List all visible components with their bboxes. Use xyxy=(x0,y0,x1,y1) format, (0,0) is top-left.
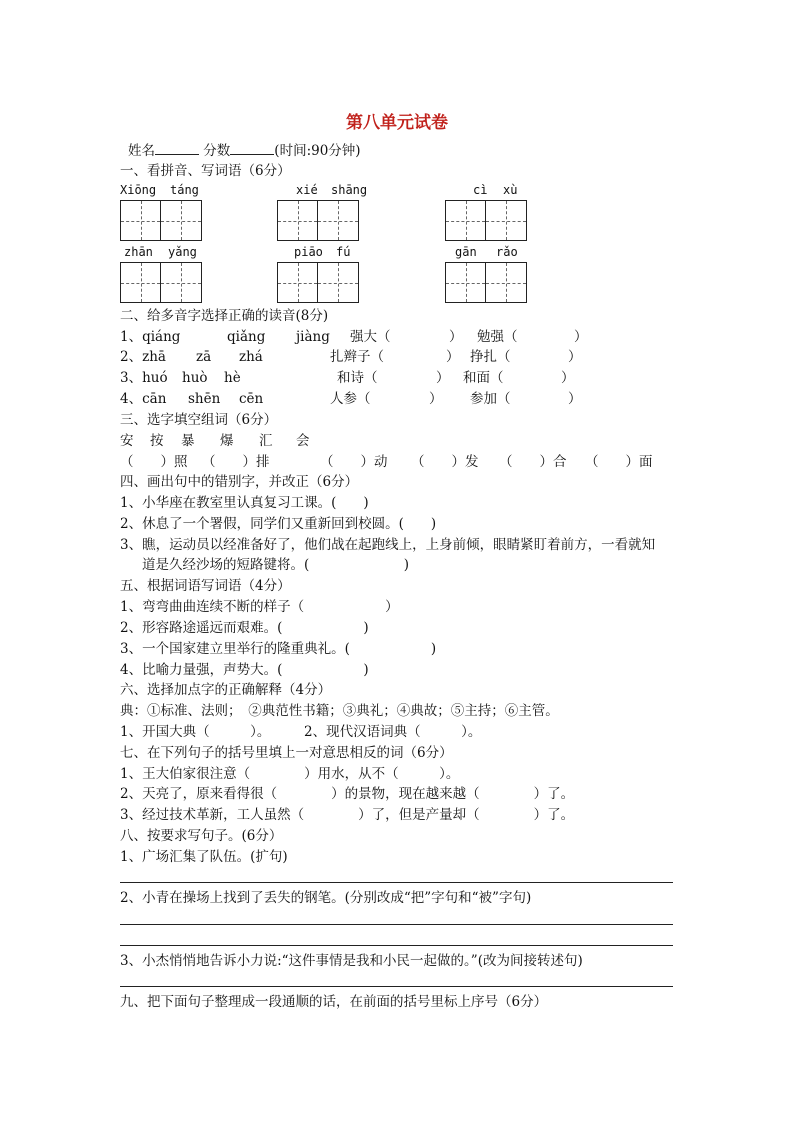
char-choice: 爆 xyxy=(220,433,234,449)
s2-line1-c2: ） xyxy=(449,329,463,345)
name-label: 姓名 xyxy=(128,143,155,159)
s2-line4-a: shēn xyxy=(188,391,221,407)
answer-line[interactable] xyxy=(120,986,673,987)
answer-line[interactable] xyxy=(120,945,673,946)
section4-heading: 四、画出句中的错别字，并改正（6分） xyxy=(120,474,359,490)
answer-line[interactable] xyxy=(120,882,673,883)
s2-line4-d: 参加（ xyxy=(470,391,511,407)
question: 1、王大伯家很注意（ ）用水，从不（ ）。 xyxy=(120,766,460,782)
section1-heading: 一、看拼音、写词语（6分） xyxy=(120,163,291,179)
section9-heading: 九、把下面句子整理成一段通顺的话，在前面的括号里标上序号（6分） xyxy=(120,994,548,1010)
question: 3、一个国家建立里举行的隆重典礼。( ) xyxy=(120,641,437,657)
s2-line4-b: cēn xyxy=(239,391,264,407)
s2-line2-d: 挣扎（ xyxy=(470,349,511,365)
section3-heading: 三、选字填空组词（6分） xyxy=(120,412,278,428)
s2-line4-num: 4、cān xyxy=(120,391,167,407)
writing-grid[interactable] xyxy=(120,262,202,303)
question: 1、开国大典（ ）。 xyxy=(120,724,271,740)
pinyin: shāng xyxy=(331,183,368,197)
char-choice: 暴 xyxy=(181,433,195,449)
pinyin: gān xyxy=(455,245,477,259)
pinyin: xù xyxy=(503,183,518,197)
s2-line2-b: zhá xyxy=(239,349,263,365)
s2-line1-c: 强大（ xyxy=(350,329,391,345)
name-field[interactable] xyxy=(155,142,199,155)
time-note: (时间:90分钟) xyxy=(274,143,361,159)
question: 4、比喻力量强，声势大。( ) xyxy=(120,662,369,678)
word-blank[interactable]: （ ）排 xyxy=(202,454,270,470)
question: 1、广场汇集了队伍。(扩句) xyxy=(120,849,288,865)
question: 2、现代汉语词典（ ）。 xyxy=(304,724,482,740)
writing-grid[interactable] xyxy=(120,200,202,241)
s2-line2-c: 扎辫子（ xyxy=(330,349,384,365)
section8-heading: 八、按要求写句子。(6分） xyxy=(120,828,283,844)
s2-line3-c: 和诗（ xyxy=(337,370,378,386)
s2-line3-num: 3、huó xyxy=(120,370,168,386)
s2-line2-d2: ） xyxy=(568,349,582,365)
s2-line4-d2: ） xyxy=(568,391,582,407)
s2-line3-a: huò xyxy=(182,370,208,386)
s2-line2-a: zā xyxy=(196,349,212,365)
pinyin: piāo xyxy=(294,245,323,259)
header-line xyxy=(128,142,361,160)
pinyin: rǎo xyxy=(496,245,518,259)
writing-grid[interactable] xyxy=(445,262,527,303)
writing-grid[interactable] xyxy=(277,262,359,303)
s2-line1-d2: ） xyxy=(574,329,588,345)
s2-line1-a: qiǎng xyxy=(227,329,266,345)
question: 2、天亮了，原来看得很（ ）的景物，现在越来越（ ）了。 xyxy=(120,786,575,802)
word-blank[interactable]: （ ）发 xyxy=(411,454,479,470)
score-label: 分数 xyxy=(203,143,231,159)
pinyin: fú xyxy=(336,245,351,259)
char-choice: 安 xyxy=(120,433,134,449)
s2-line4-c2: ） xyxy=(429,391,443,407)
question: 2、形容路途遥远而艰难。( ) xyxy=(120,620,369,636)
question: 2、小青在操场上找到了丢失的钢笔。(分别改成“把”字句和“被”字句) xyxy=(120,890,532,906)
writing-grid[interactable] xyxy=(277,200,359,241)
page-title: 第八单元试卷 xyxy=(346,113,448,133)
s2-line3-d2: ） xyxy=(561,370,575,386)
s2-line1-d: 勉强（ xyxy=(477,329,518,345)
pinyin: zhān xyxy=(124,245,153,259)
question: 1、弯弯曲曲连续不断的样子（ ） xyxy=(120,599,399,615)
question-continued: 道是久经沙场的短路键将。( ) xyxy=(142,557,410,573)
score-field[interactable] xyxy=(230,142,274,155)
pinyin: cì xyxy=(473,183,488,197)
question: 3、经过技术革新，工人虽然（ ）了，但是产量却（ ）了。 xyxy=(120,807,575,823)
s2-line3-c2: ） xyxy=(436,370,450,386)
s2-line1-b: jiàng xyxy=(296,329,330,345)
section6-heading: 六、选择加点字的正确解释（4分） xyxy=(120,682,332,698)
question: 3、小杰悄悄地告诉小力说:“这件事情是我和小民一起做的。”(改为间接转述句) xyxy=(120,953,583,969)
pinyin: xié xyxy=(296,183,318,197)
s2-line1-num: 1、qiáng xyxy=(120,329,181,345)
char-choice: 按 xyxy=(150,433,164,449)
s2-line4-c: 人参（ xyxy=(330,391,371,407)
question: 3、瞧，运动员以经准备好了，他们战在起跑线上，上身前倾，眼睛紧盯着前方，一看就知 xyxy=(120,537,656,553)
definitions: 典：①标准、法则； ②典范性书籍；③典礼；④典故；⑤主持；⑥主管。 xyxy=(120,703,559,719)
char-choice: 汇 xyxy=(259,433,273,449)
pinyin: táng xyxy=(170,183,199,197)
writing-grid[interactable] xyxy=(445,200,527,241)
pinyin: Xiōng xyxy=(120,183,157,197)
section2-heading: 二、给多音字选择正确的读音(8分) xyxy=(120,308,329,324)
s2-line2-c2: ） xyxy=(446,349,460,365)
answer-line[interactable] xyxy=(120,924,673,925)
word-blank[interactable]: （ ）合 xyxy=(499,454,567,470)
s2-line3-d: 和面（ xyxy=(463,370,504,386)
section7-heading: 七、在下列句子的括号里填上一对意思相反的词（6分） xyxy=(120,745,453,761)
question: 2、休息了一个署假，同学们又重新回到校圆。( ) xyxy=(120,516,437,532)
s2-line3-b: hè xyxy=(224,370,241,386)
section5-heading: 五、根据词语写词语（4分） xyxy=(120,578,291,594)
char-choice: 会 xyxy=(296,433,310,449)
word-blank[interactable]: （ ）面 xyxy=(585,454,653,470)
question: 1、小华座在教室里认真复习工课。( ) xyxy=(120,495,369,511)
word-blank[interactable]: （ ）照 xyxy=(120,454,188,470)
s2-line2-num: 2、zhā xyxy=(120,349,166,365)
pinyin: yǎng xyxy=(168,245,197,259)
word-blank[interactable]: （ ）动 xyxy=(320,454,388,470)
